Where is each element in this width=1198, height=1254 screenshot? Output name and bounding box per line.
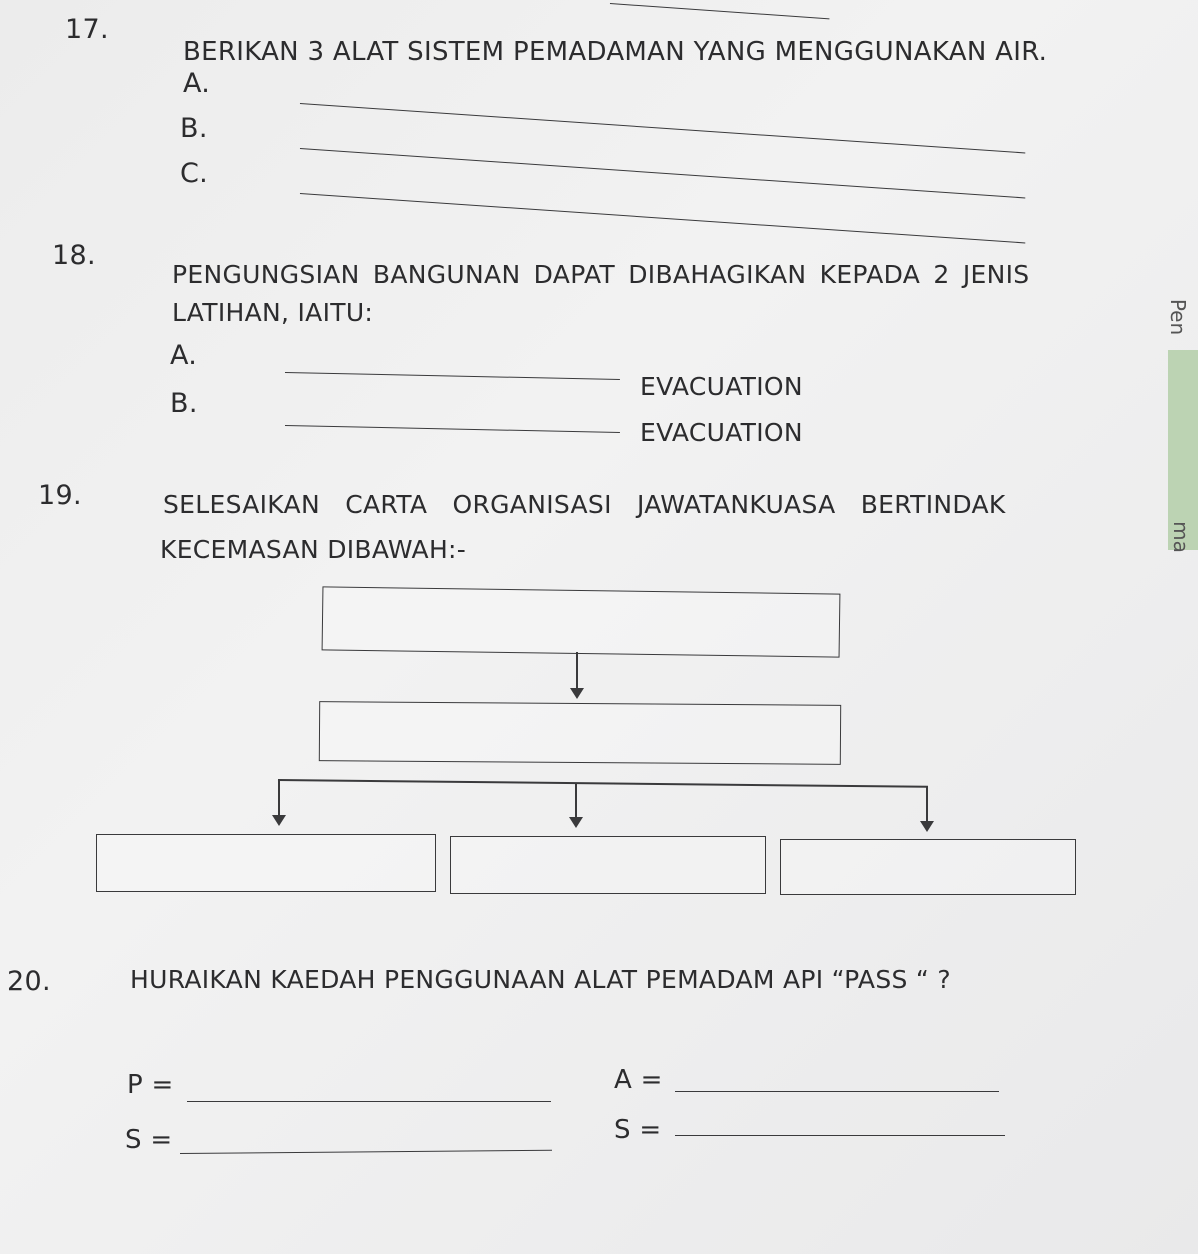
q19-number: 19. [38, 480, 82, 511]
q18-suffix-a: EVACUATION [640, 372, 803, 401]
q18-option-b: B. [170, 388, 198, 419]
q17-answer-line-a[interactable] [300, 103, 1025, 153]
q20-question: HURAIKAN KAEDAH PENGGUNAAN ALAT PEMADAM API “PASS “ ? [130, 965, 951, 994]
q20-answer-line-p[interactable] [187, 1101, 551, 1102]
q17-answer-line-c[interactable] [300, 193, 1025, 243]
org-chart-box-middle[interactable] [319, 701, 841, 765]
q18-question-line2: LATIHAN, IAITU: [172, 298, 374, 327]
q17-option-a: A. [183, 68, 211, 99]
org-chart-connector-center [575, 784, 577, 818]
org-chart-arrow-right [920, 821, 934, 832]
org-chart-box-bottom-center[interactable] [450, 836, 766, 894]
org-chart-arrow-top [570, 688, 584, 699]
q17-question: BERIKAN 3 ALAT SISTEM PEMADAMAN YANG MENGGUNAKAN AIR. [183, 37, 1048, 67]
q18-suffix-b: EVACUATION [640, 418, 803, 447]
q17-number: 17. [65, 14, 109, 45]
org-chart-box-top[interactable] [322, 586, 841, 657]
q17-option-b: B. [180, 113, 208, 144]
q20-label-s-right: S = [614, 1115, 662, 1145]
top-rule [610, 3, 830, 19]
org-chart-box-bottom-right[interactable] [780, 839, 1076, 895]
q18-question-line1: PENGUNGSIAN BANGUNAN DAPAT DIBAHAGIKAN KEPADA 2 JENIS [172, 260, 1030, 289]
q17-answer-line-b[interactable] [300, 148, 1025, 198]
q20-label-a: A = [614, 1065, 663, 1095]
q20-number: 20. [7, 966, 51, 997]
q17-option-c: C. [180, 158, 209, 189]
q20-answer-line-s-right[interactable] [675, 1135, 1005, 1136]
q20-label-s-left: S = [125, 1125, 173, 1155]
q20-answer-line-a[interactable] [675, 1091, 999, 1092]
q18-answer-line-a[interactable] [285, 372, 620, 380]
org-chart-connector-right [926, 786, 928, 822]
org-chart-arrow-center [569, 817, 583, 828]
org-chart-connector-horizontal [278, 779, 928, 788]
page-edge [1168, 350, 1198, 550]
q19-question-line1: SELESAIKAN CARTA ORGANISASI JAWATANKUASA BERTINDAK [163, 490, 1006, 519]
q19-question-line2: KECEMASAN DIBAWAH:- [160, 535, 467, 564]
org-chart-connector-left [278, 780, 280, 816]
q20-label-p: P = [127, 1070, 174, 1100]
q18-option-a: A. [170, 340, 198, 371]
edge-text-bottom: ma [1168, 521, 1193, 553]
q18-answer-line-b[interactable] [285, 425, 620, 433]
org-chart-connector-top [576, 652, 578, 690]
q20-answer-line-s-left[interactable] [180, 1150, 552, 1154]
org-chart-box-bottom-left[interactable] [96, 834, 436, 892]
q18-number: 18. [52, 240, 96, 271]
org-chart-arrow-left [272, 815, 286, 826]
edge-text-top: Pen [1166, 298, 1191, 336]
